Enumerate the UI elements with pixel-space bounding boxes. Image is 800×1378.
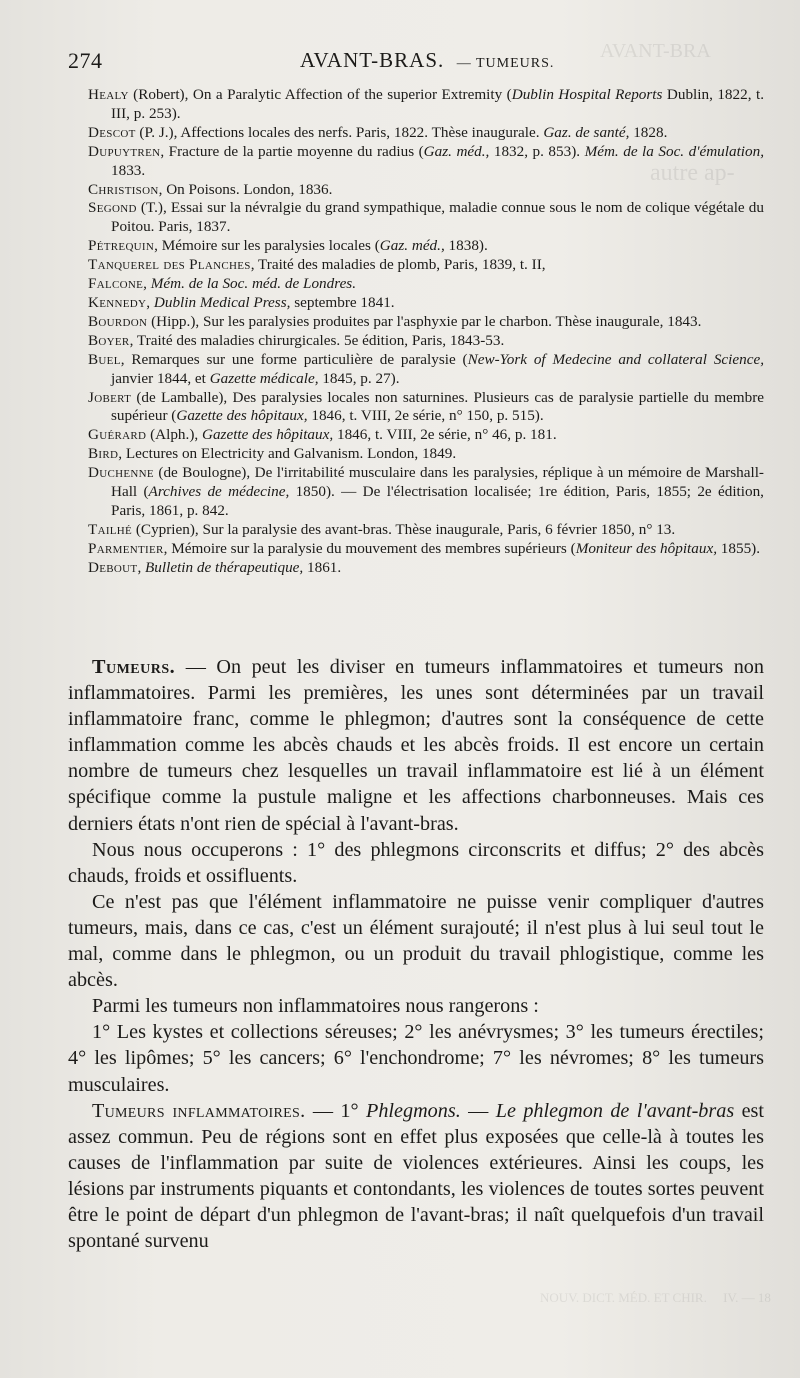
bib-text: , <box>143 275 151 293</box>
bibliography-entry <box>88 445 764 464</box>
bibliography-entry <box>88 275 764 294</box>
paragraph: Parmi les tumeurs non inflammatoires nous rangerons : <box>92 995 539 1018</box>
bib-source: Gazette des hôpitaux, <box>201 426 334 444</box>
bibliography-entry <box>88 521 764 540</box>
italic-phrase: Le phlegmon de l'avant-bras <box>495 1099 735 1122</box>
bib-text: , On Poisons. London, 1836. <box>158 180 333 198</box>
show-through-text: AVANT-BRA <box>600 40 711 62</box>
bib-text: (de Boulogne), De l'irritabilité musculaire dans les paralysies, réplique à un mémoire de Marshall-Hall ( <box>111 464 764 501</box>
bib-author: Segond <box>88 199 137 217</box>
bib-text: (P. J.), Affections locales des nerfs. Paris, 1822. Thèse inaugurale. <box>135 123 544 141</box>
paragraph: Ce n'est pas que l'élément inflammatoire ne puisse venir compliquer d'autres tumeurs, mais, dans ce cas, c'est un élément surajouté; il n'est plus à lui seul tout le mal, comme dans le phlegmon, ou un produit du travail phlogistique, comme les abcès. <box>68 890 764 992</box>
bibliography-entry <box>88 351 764 389</box>
section-heading-tumeurs: Tumeurs. <box>92 656 176 678</box>
bib-author: Tanquerel des Planches <box>88 256 251 274</box>
bib-source: Gaz. de santé, <box>543 123 630 141</box>
bibliography <box>88 86 764 578</box>
bibliography-entry <box>88 181 764 200</box>
bibliography-entry <box>88 86 764 124</box>
bibliography-entry <box>88 294 764 313</box>
bib-text: 1861. <box>303 558 342 576</box>
bib-text: (de Lamballe), Des paralysies locales non saturnines. Plusieurs cas de paralysie partielle du membre supérieur ( <box>111 388 764 425</box>
bib-text: , Fracture de la partie moyenne du radius ( <box>160 142 424 160</box>
bib-author: Healy <box>88 86 129 103</box>
running-title-sub: — TUMEURS. <box>456 56 555 71</box>
show-through-text: autre ap- <box>650 160 735 186</box>
bib-author: Pétrequin <box>88 237 155 255</box>
bib-author: Kennedy <box>88 293 147 311</box>
bib-text: janvier 1844, et <box>111 369 210 387</box>
bib-text: , Lectures on Electricity and Galvanism. London, 1849. <box>118 445 457 463</box>
bib-source: Gaz. méd., <box>423 142 490 160</box>
bibliography-entry <box>88 540 764 559</box>
bib-author: Boyer <box>88 331 130 349</box>
bib-text: (Hipp.), Sur les paralysies produites par l'asphyxie par le charbon. Thèse inaugurale, 1843. <box>147 312 702 330</box>
bibliography-entry <box>88 464 764 521</box>
bib-text: , Mémoire sur les paralysies locales ( <box>154 237 380 255</box>
subheading-phlegmons: Phlegmons. <box>366 1099 461 1122</box>
bib-text: 1828. <box>629 123 668 141</box>
running-title <box>300 48 554 73</box>
bibliography-entry <box>88 559 764 578</box>
bib-text: septembre 1841. <box>290 293 395 311</box>
bib-text: 1832, p. 853). <box>489 142 585 160</box>
bib-text: 1846, t. VIII, 2e série, n° 46, p. 181. <box>333 426 557 444</box>
bib-text: 1850). — De l'électrisation localisée; 1re édition, Paris, 1855; 2e édition, Paris, 1861, p. 842. <box>111 483 764 519</box>
bib-text: (Robert), On a Paralytic Affection of the superior Extremity ( <box>128 86 512 103</box>
bib-text: 1846, t. VIII, 2e série, n° 150, p. 515). <box>307 407 544 425</box>
bib-author: Falcone <box>88 275 144 293</box>
bib-author: Dupuytren <box>88 142 161 160</box>
bib-source: New-York of Medecine and collateral Science, <box>467 350 764 368</box>
dash: — 1° <box>305 1099 366 1122</box>
bib-text: , Mémoire sur la paralysie du mouvement des membres supérieurs ( <box>163 539 576 557</box>
bib-text: , <box>146 293 154 311</box>
bib-author: Buel <box>88 350 121 368</box>
paragraph-text: — On peut les diviser en tumeurs inflammatoires et tumeurs non inflammatoires. Parmi les premières, les unes sont déterminées par un travail inflammatoire franc, comme le phlegmon; d'autres sont la conséquence de cette inflammation comme les abcès chauds et les abcès froids. Il est encore un certain nombre de tumeurs chez lesquelles un travail inflammatoire est lié à un élément spécifique comme la pustule maligne et les affections charbonneuses. Mais ces derniers états n'ont rien de spécial à l'avant-bras. <box>68 656 764 835</box>
bib-source: Gaz. méd., <box>379 237 445 255</box>
bibliography-entry <box>88 143 764 181</box>
bib-text: Dublin, 1822, t. III, p. 253). <box>111 86 764 122</box>
bib-source: Archives de médecine, <box>148 483 290 501</box>
bib-author: Guérard <box>88 426 147 444</box>
bib-text: , <box>137 558 146 576</box>
section-heading-inflammatoires: Tumeurs inflammatoires. <box>92 1099 306 1122</box>
bib-source: Gazette médicale, <box>209 369 319 387</box>
bib-source: Moniteur des hôpitaux, <box>575 539 717 557</box>
bib-source: Dublin Medical Press, <box>153 293 291 311</box>
bib-author: Tailhé <box>88 520 133 538</box>
bib-text: 1838). <box>444 237 488 255</box>
bib-source: Dublin Hospital Reports <box>511 86 663 103</box>
page-number: 274 <box>68 48 103 73</box>
paragraph-tumeurs <box>68 654 764 837</box>
bib-text: 1833. <box>111 161 146 179</box>
show-through-text: NOUV. DICT. MÉD. ET CHIR. IV. — 18 <box>540 1290 771 1305</box>
paragraph-tumeurs-inflammatoires <box>68 1098 764 1255</box>
page-header <box>68 48 768 78</box>
bib-text: 1855). <box>717 539 761 557</box>
bibliography-entry <box>88 332 764 351</box>
paragraph-text: est assez commun. Peu de régions sont en effet plus exposées que celle-là à toutes les causes de l'inflammation par suite de violences extérieures. Ainsi les coups, les lésions par instruments piquants et contondants, les violences de toutes sortes peuvent être le point de départ d'un phlegmon de l'avant-bras; il naît quelquefois d'un travail spontané survenu <box>68 1099 765 1253</box>
dash: — <box>460 1099 496 1122</box>
bib-text: , Traité des maladies chirurgicales. 5e édition, Paris, 1843-53. <box>129 331 505 349</box>
bib-source: Mém. de la Soc. méd. de Londres. <box>150 275 357 293</box>
bib-author: Bourdon <box>88 312 148 330</box>
bibliography-entry <box>88 426 764 445</box>
bib-source: Gazette des hôpitaux, <box>176 407 308 425</box>
bib-author: Duchenne <box>88 464 154 482</box>
bib-text: (Alph.), <box>146 426 202 444</box>
bib-author: Bird <box>88 445 119 463</box>
bibliography-entry <box>88 124 764 143</box>
bib-text: (T.), Essai sur la névralgie du grand sympathique, maladie connue sous le nom de colique végétale du Poitou. Paris, 1837. <box>111 199 764 236</box>
bib-text: 1845, p. 27). <box>318 369 400 387</box>
bib-author: Jobert <box>88 388 132 406</box>
bib-text: , Remarques sur une forme particulière de paralysie ( <box>120 350 468 368</box>
bibliography-entry <box>88 237 764 256</box>
bib-text: , Traité des maladies de plomb, Paris, 1839, t. II, <box>250 256 546 274</box>
bib-author: Christison <box>88 180 159 198</box>
paragraph-list: 1° Les kystes et collections séreuses; 2° les anévrysmes; 3° les tumeurs érectiles; 4° les lipômes; 5° les cancers; 6° l'enchondrome; 7° les névromes; 8° les tumeurs musculaires. <box>68 1021 764 1096</box>
bib-author: Parmentier <box>88 539 164 557</box>
bib-author: Debout <box>88 558 138 576</box>
bibliography-entry <box>88 256 764 275</box>
bib-text: (Cyprien), Sur la paralysie des avant-bras. Thèse inaugurale, Paris, 6 février 1850, n° 13. <box>132 520 676 538</box>
bib-source: Bulletin de thérapeutique, <box>145 558 304 576</box>
bibliography-entry <box>88 199 764 237</box>
body-text <box>68 654 764 1254</box>
paragraph: Nous nous occuperons : 1° des phlegmons circonscrits et diffus; 2° des abcès chauds, froids et ossifluents. <box>68 838 764 887</box>
bib-author: Descot <box>88 123 136 141</box>
bib-source: Mém. de la Soc. d'émulation, <box>584 142 764 160</box>
running-title-main: AVANT-BRAS. <box>300 48 445 72</box>
bibliography-entry <box>88 313 764 332</box>
bibliography-entry <box>88 389 764 427</box>
